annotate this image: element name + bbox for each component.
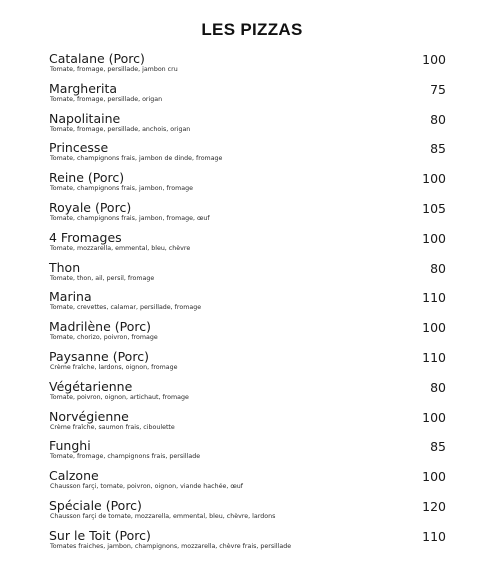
menu-item (49, 230, 446, 260)
pizza-description: Crème fraîche, lardons, oignon, fromage (50, 363, 178, 371)
pizza-description: Tomate, champignons frais, jambon, fromage, œuf (50, 214, 210, 222)
pizza-price: 100 (422, 230, 446, 246)
pizza-name: Napolitaine (49, 110, 121, 126)
menu-item (49, 319, 446, 349)
menu-item (49, 409, 446, 439)
pizza-name: Végétarienne (49, 378, 133, 394)
pizza-name: Sur le Toit (Porc) (49, 527, 151, 543)
pizza-price: 120 (422, 498, 446, 514)
pizza-price: 100 (422, 320, 446, 336)
pizza-price: 105 (422, 200, 446, 216)
pizza-description: Tomates fraiches, jambon, champignons, mozzarella, chèvre frais, persillade (50, 542, 292, 550)
pizza-name: Madrilène (Porc) (49, 319, 151, 335)
pizza-name: Marina (49, 289, 92, 305)
pizza-description: Tomate, champignons frais, jambon de dinde, fromage (50, 155, 223, 163)
pizza-description: Tomate, chorizo, poivron, fromage (50, 334, 158, 342)
pizza-description: Chausson farçi, tomate, poivron, oignon, viande hachée, œuf (50, 483, 244, 491)
menu-item (49, 140, 446, 170)
pizza-price: 110 (422, 349, 446, 365)
menu-item (49, 289, 446, 319)
pizza-price: 110 (422, 528, 446, 544)
pizza-name: Spéciale (Porc) (49, 497, 142, 513)
pizza-description: Tomate, thon, ail, persil, fromage (50, 274, 155, 282)
pizza-price: 80 (430, 111, 446, 127)
pizza-description: Tomate, poivron, oignon, artichaut, fromage (50, 393, 189, 401)
pizza-name: 4 Fromages (49, 229, 122, 245)
menu-item (49, 260, 446, 290)
pizza-description: Chausson farçi de tomate, mozzarella, emmental, bleu, chèvre, lardons (50, 512, 276, 520)
menu-item (49, 528, 446, 558)
pizza-description: Tomate, fromage, persillade, origan (50, 95, 163, 103)
pizza-name: Paysanne (Porc) (49, 348, 149, 364)
pizza-name: Catalane (Porc) (49, 51, 145, 66)
pizza-price: 100 (422, 52, 446, 67)
pizza-description: Tomate, fromage, champignons frais, persillade (50, 453, 201, 461)
menu-item (49, 379, 446, 409)
menu-item (49, 468, 446, 498)
pizza-price: 80 (430, 260, 446, 276)
pizza-name: Margherita (49, 80, 118, 96)
pizza-name: Royale (Porc) (49, 199, 132, 215)
menu-item (49, 51, 446, 81)
pizza-price: 100 (422, 171, 446, 187)
pizza-name: Reine (Porc) (49, 170, 125, 186)
menu-item (49, 438, 446, 468)
pizza-price: 75 (430, 81, 446, 97)
menu-item (49, 498, 446, 528)
pizza-price: 110 (422, 290, 446, 306)
page-title: LES PIZZAS (201, 20, 303, 39)
menu-item (49, 81, 446, 111)
pizza-name: Princesse (49, 140, 109, 156)
pizza-price: 100 (422, 409, 446, 425)
pizza-description: Tomate, crevettes, calamar, persillade, fromage (50, 304, 202, 312)
pizza-price: 100 (422, 469, 446, 485)
pizza-description: Tomate, mozzarella, emmental, bleu, chèvre (50, 244, 191, 252)
pizza-name: Calzone (49, 468, 99, 484)
menu-item (49, 200, 446, 230)
pizza-name: Thon (49, 259, 81, 275)
pizza-description: Crème fraîche, saumon frais, ciboulette (50, 423, 175, 431)
pizza-price: 80 (430, 379, 446, 395)
menu-item (49, 111, 446, 141)
pizza-description: Tomate, fromage, persillade, anchois, origan (50, 125, 191, 133)
menu-item (49, 170, 446, 200)
menu-item (49, 349, 446, 379)
pizza-description: Tomate, fromage, persillade, jambon cru (50, 66, 178, 73)
pizza-price: 85 (430, 141, 446, 157)
pizza-description: Tomate, champignons frais, jambon, fromage (50, 185, 193, 193)
pizza-price: 85 (430, 439, 446, 455)
pizza-name: Norvégienne (49, 408, 129, 424)
pizza-name: Funghi (49, 438, 91, 454)
pizza-list (49, 51, 446, 558)
